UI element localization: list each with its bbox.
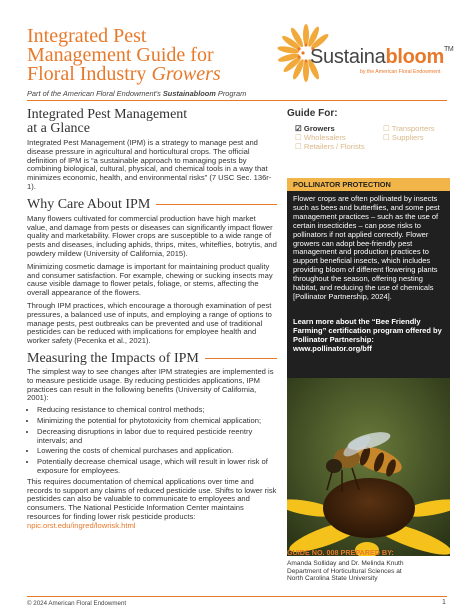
prepared-line-2: Department of Horticultural Sciences at — [287, 567, 402, 575]
impacts-outro — [27, 478, 277, 531]
header-divider — [27, 100, 447, 101]
title-line-2: Management Guide for — [27, 44, 214, 66]
benefits-list — [27, 406, 277, 476]
title-line-1: Integrated Pest — [27, 25, 147, 47]
impacts-divider — [205, 358, 277, 359]
pollinator-learn-text: Learn more about the “Bee Friendly Farming” certification program offered by Pollinator Partnership: — [293, 317, 442, 344]
pollinator-body: Flower crops are often pollinated by insects such as bees and butterflies, and some pest management practices – such as the use of certain insecticides – can pose risks to pollinators if not applied correctly. Flower growers can adopt bee-friendly pest management and production practices to support beneficial insects, which includes providing bloom of different flowering plants throughout the season, offering nesting habitat, and reducing the use of chemicals [Pollinator Partnership, 2024]. — [293, 194, 440, 301]
why-heading: Why Care About IPM — [27, 196, 151, 212]
page-number: 1 — [442, 599, 446, 606]
program-suffix: Program — [215, 89, 247, 98]
npic-link[interactable]: npic.orst.edu/ingred/lowrisk.html — [27, 520, 136, 530]
benefit-item: • Potentially decrease chemical usage, which will result in lower risk of exposure for employees. — [37, 458, 277, 476]
benefit-item: • Decreasing disruptions in labor due to required pesticide reentry intervals; and — [37, 428, 277, 446]
benefit-item: • Reducing resistance to chemical control methods; — [37, 406, 277, 415]
why-heading-row — [27, 197, 277, 212]
glance-body: Integrated Pest Management (IPM) is a strategy to manage pest and disease pressure in agricultural and horticultural crops. The official definition of IPM is “a sustainable approach to managing pests by combining biological, cultural, physical, and chemical tools in a way that minimizes economic, health, and environmental risks” (7 USC Sec. 136r-1). — [27, 138, 272, 191]
logo-tagline: by the American Floral Endowment — [360, 69, 441, 75]
title-line-3 — [27, 65, 257, 84]
document-title — [27, 27, 257, 84]
sidebar-column — [287, 108, 450, 353]
impacts-intro: The simplest way to see changes after IPM strategies are implemented is to measure pesticide usage. By reducing pesticides applications, IPM practices can result in the following benefits (University of California, 2001): — [27, 366, 274, 403]
footer-divider — [27, 596, 447, 597]
audience-wholesalers: ☐ Wholesalers — [295, 133, 346, 142]
why-paragraph-1: Many flowers cultivated for commercial production have high market value, and damage from pests or diseases can significantly impact flower quality and marketability. Flower crops are susceptible to a wide range of pests and diseases, including aphids, thrips, mites, whiteflies, botrytis, and powdery mildew (University of California, 2015). — [27, 213, 277, 258]
impacts-heading: Measuring the Impacts of IPM — [27, 350, 199, 366]
logo-tm: TM — [443, 46, 454, 53]
pollinator-box — [287, 178, 450, 483]
title-line-3a: Floral Industry — [27, 63, 152, 85]
audience-retailers: ☐ Retailers / Florists — [295, 142, 365, 151]
glance-heading — [27, 108, 277, 136]
why-divider — [156, 204, 277, 205]
pollinator-url[interactable]: www.pollinator.org/bff — [293, 343, 372, 353]
prepared-line-3: North Carolina State University — [287, 575, 378, 583]
program-brand: Sustainabloom — [162, 89, 216, 98]
audience-growers: ☑ Growers — [295, 124, 335, 133]
benefit-item: • Lowering the costs of chemical purchases and application. — [37, 447, 277, 456]
pollinator-heading: POLLINATOR PROTECTION — [293, 180, 391, 189]
impacts-outro-text: This requires documentation of chemical applications over time and records to support any claims of reduced pesticide use. Shifts to lower risk pesticides can also be valuable to communicate to employees and consumers. The National Pesticide Information Center maintains resources for finding lower risk pesticide products: — [27, 476, 277, 521]
audience-suppliers: ☐ Suppliers — [383, 133, 424, 142]
prepared-line-1: Amanda Solliday and Dr. Melinda Knuth — [287, 560, 404, 567]
logo-word-a: Sustaina — [310, 46, 386, 68]
pollinator-header — [287, 178, 450, 191]
prepared-by — [287, 548, 450, 583]
bee-on-flower-photo — [287, 378, 450, 556]
glance-heading-line-2: at a Glance — [27, 121, 90, 136]
prepared-by-authors — [287, 560, 450, 583]
glance-heading-line-1: Integrated Pest Management — [27, 107, 188, 122]
logo-wordmark — [310, 46, 453, 69]
pollinator-learn-more — [293, 318, 445, 354]
guide-for-title: Guide For: — [287, 108, 338, 119]
title-growers: Growers — [151, 63, 221, 85]
audience-transporters: ☐ Transporters — [383, 124, 435, 133]
benefit-item: • Minimizing the potential for phytotoxicity from chemical application; — [37, 417, 277, 426]
why-paragraph-3: Through IPM practices, which encourage a thorough examination of pest pressures, a balanced use of inputs, and employing a range of options to manage pests, pest outbreaks can be prevented and use of traditional pesticides can be reduced with implications for employee health and worker safety (Pecenka et al., 2021). — [27, 300, 272, 346]
impacts-heading-row — [27, 351, 277, 366]
logo-word-b: bloom — [385, 46, 444, 68]
why-paragraph-2: Minimizing cosmetic damage is important for maintaining product quality and consumer satisfaction. For example, chewing or sucking insects may cause visible damage to flower petals, foliage, or stems, affecting the overall appearance of the flowers. — [27, 261, 273, 298]
sustainabloom-logo — [282, 20, 460, 90]
prepared-by-title: GUIDE NO. 008 PREPARED BY: — [287, 548, 394, 557]
main-column — [27, 108, 277, 530]
footer-copyright: © 2024 American Floral Endowment — [27, 600, 127, 607]
program-prefix: Part of the American Floral Endowment's — [27, 89, 163, 98]
program-line — [27, 89, 246, 98]
